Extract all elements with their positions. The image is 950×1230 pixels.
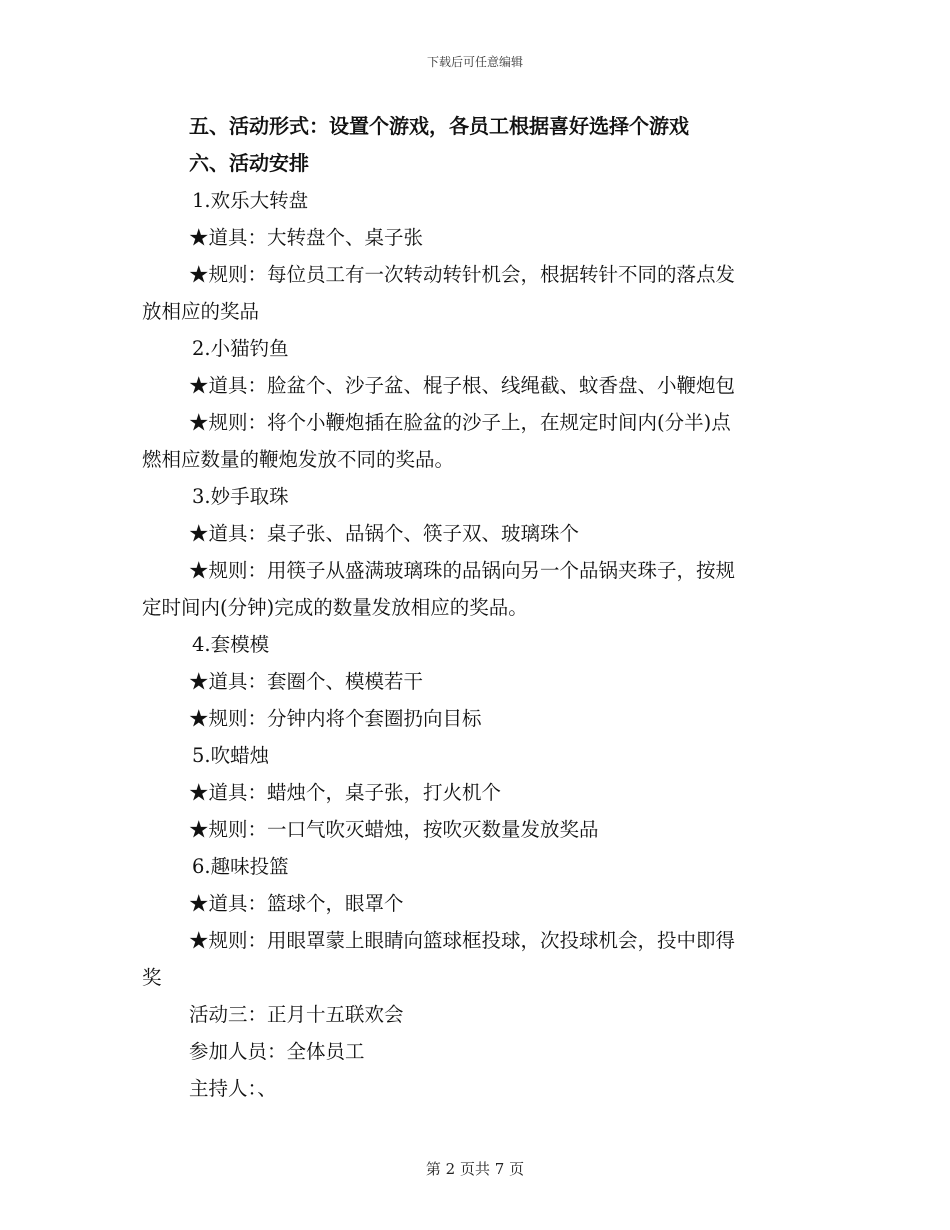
game-6-rules: ★规则：用眼罩蒙上眼睛向篮球框投球，次投球机会，投中即得 <box>189 929 736 952</box>
game-1-rules-cont: 放相应的奖品 <box>142 300 260 323</box>
participants-line: 参加人员：全体员工 <box>189 1040 365 1063</box>
game-title-5: 5.吹蜡烛 <box>192 744 270 767</box>
game-2-rules: ★规则：将个小鞭炮插在脸盆的沙子上，在规定时间内(分半)点 <box>189 411 731 434</box>
game-4-rules: ★规则：分钟内将个套圈扔向目标 <box>189 707 482 730</box>
page-header: 下载后可任意编辑 <box>426 55 523 69</box>
section-heading-activity-form: 五、活动形式：设置个游戏，各员工根据喜好选择个游戏 <box>189 114 689 138</box>
document-body <box>142 108 802 1107</box>
game-6-props: ★道具：篮球个，眼罩个 <box>189 892 404 915</box>
game-5-props: ★道具：蜡烛个，桌子张，打火机个 <box>189 781 502 804</box>
section-heading-activity-schedule: 六、活动安排 <box>189 151 309 175</box>
game-title-3: 3.妙手取珠 <box>192 485 289 508</box>
page-footer: 第 2 页共 7 页 <box>425 1160 525 1178</box>
game-2-props: ★道具：脸盆个、沙子盆、棍子根、线绳截、蚊香盘、小鞭炮包 <box>189 374 736 397</box>
game-1-props: ★道具：大转盘个、桌子张 <box>189 226 424 249</box>
game-5-rules: ★规则：一口气吹灭蜡烛，按吹灭数量发放奖品 <box>189 818 599 841</box>
game-1-rules: ★规则：每位员工有一次转动转针机会，根据转针不同的落点发 <box>189 263 736 286</box>
game-title-6: 6.趣味投篮 <box>192 855 289 878</box>
game-4-props: ★道具：套圈个、模模若干 <box>189 670 424 693</box>
game-title-2: 2.小猫钓鱼 <box>192 337 289 360</box>
game-3-rules: ★规则：用筷子从盛满玻璃珠的品锅向另一个品锅夹珠子，按规 <box>189 559 736 582</box>
game-3-props: ★道具：桌子张、品锅个、筷子双、玻璃珠个 <box>189 522 580 545</box>
game-6-rules-cont: 奖 <box>142 966 162 989</box>
game-title-1: 1.欢乐大转盘 <box>192 189 309 212</box>
game-title-4: 4.套模模 <box>192 633 270 656</box>
activity-three-title: 活动三：正月十五联欢会 <box>189 1003 404 1026</box>
game-3-rules-cont: 定时间内(分钟)完成的数量发放相应的奖品。 <box>142 596 528 619</box>
game-2-rules-cont: 燃相应数量的鞭炮发放不同的奖品。 <box>142 448 455 471</box>
host-line: 主持人：、 <box>189 1077 277 1100</box>
